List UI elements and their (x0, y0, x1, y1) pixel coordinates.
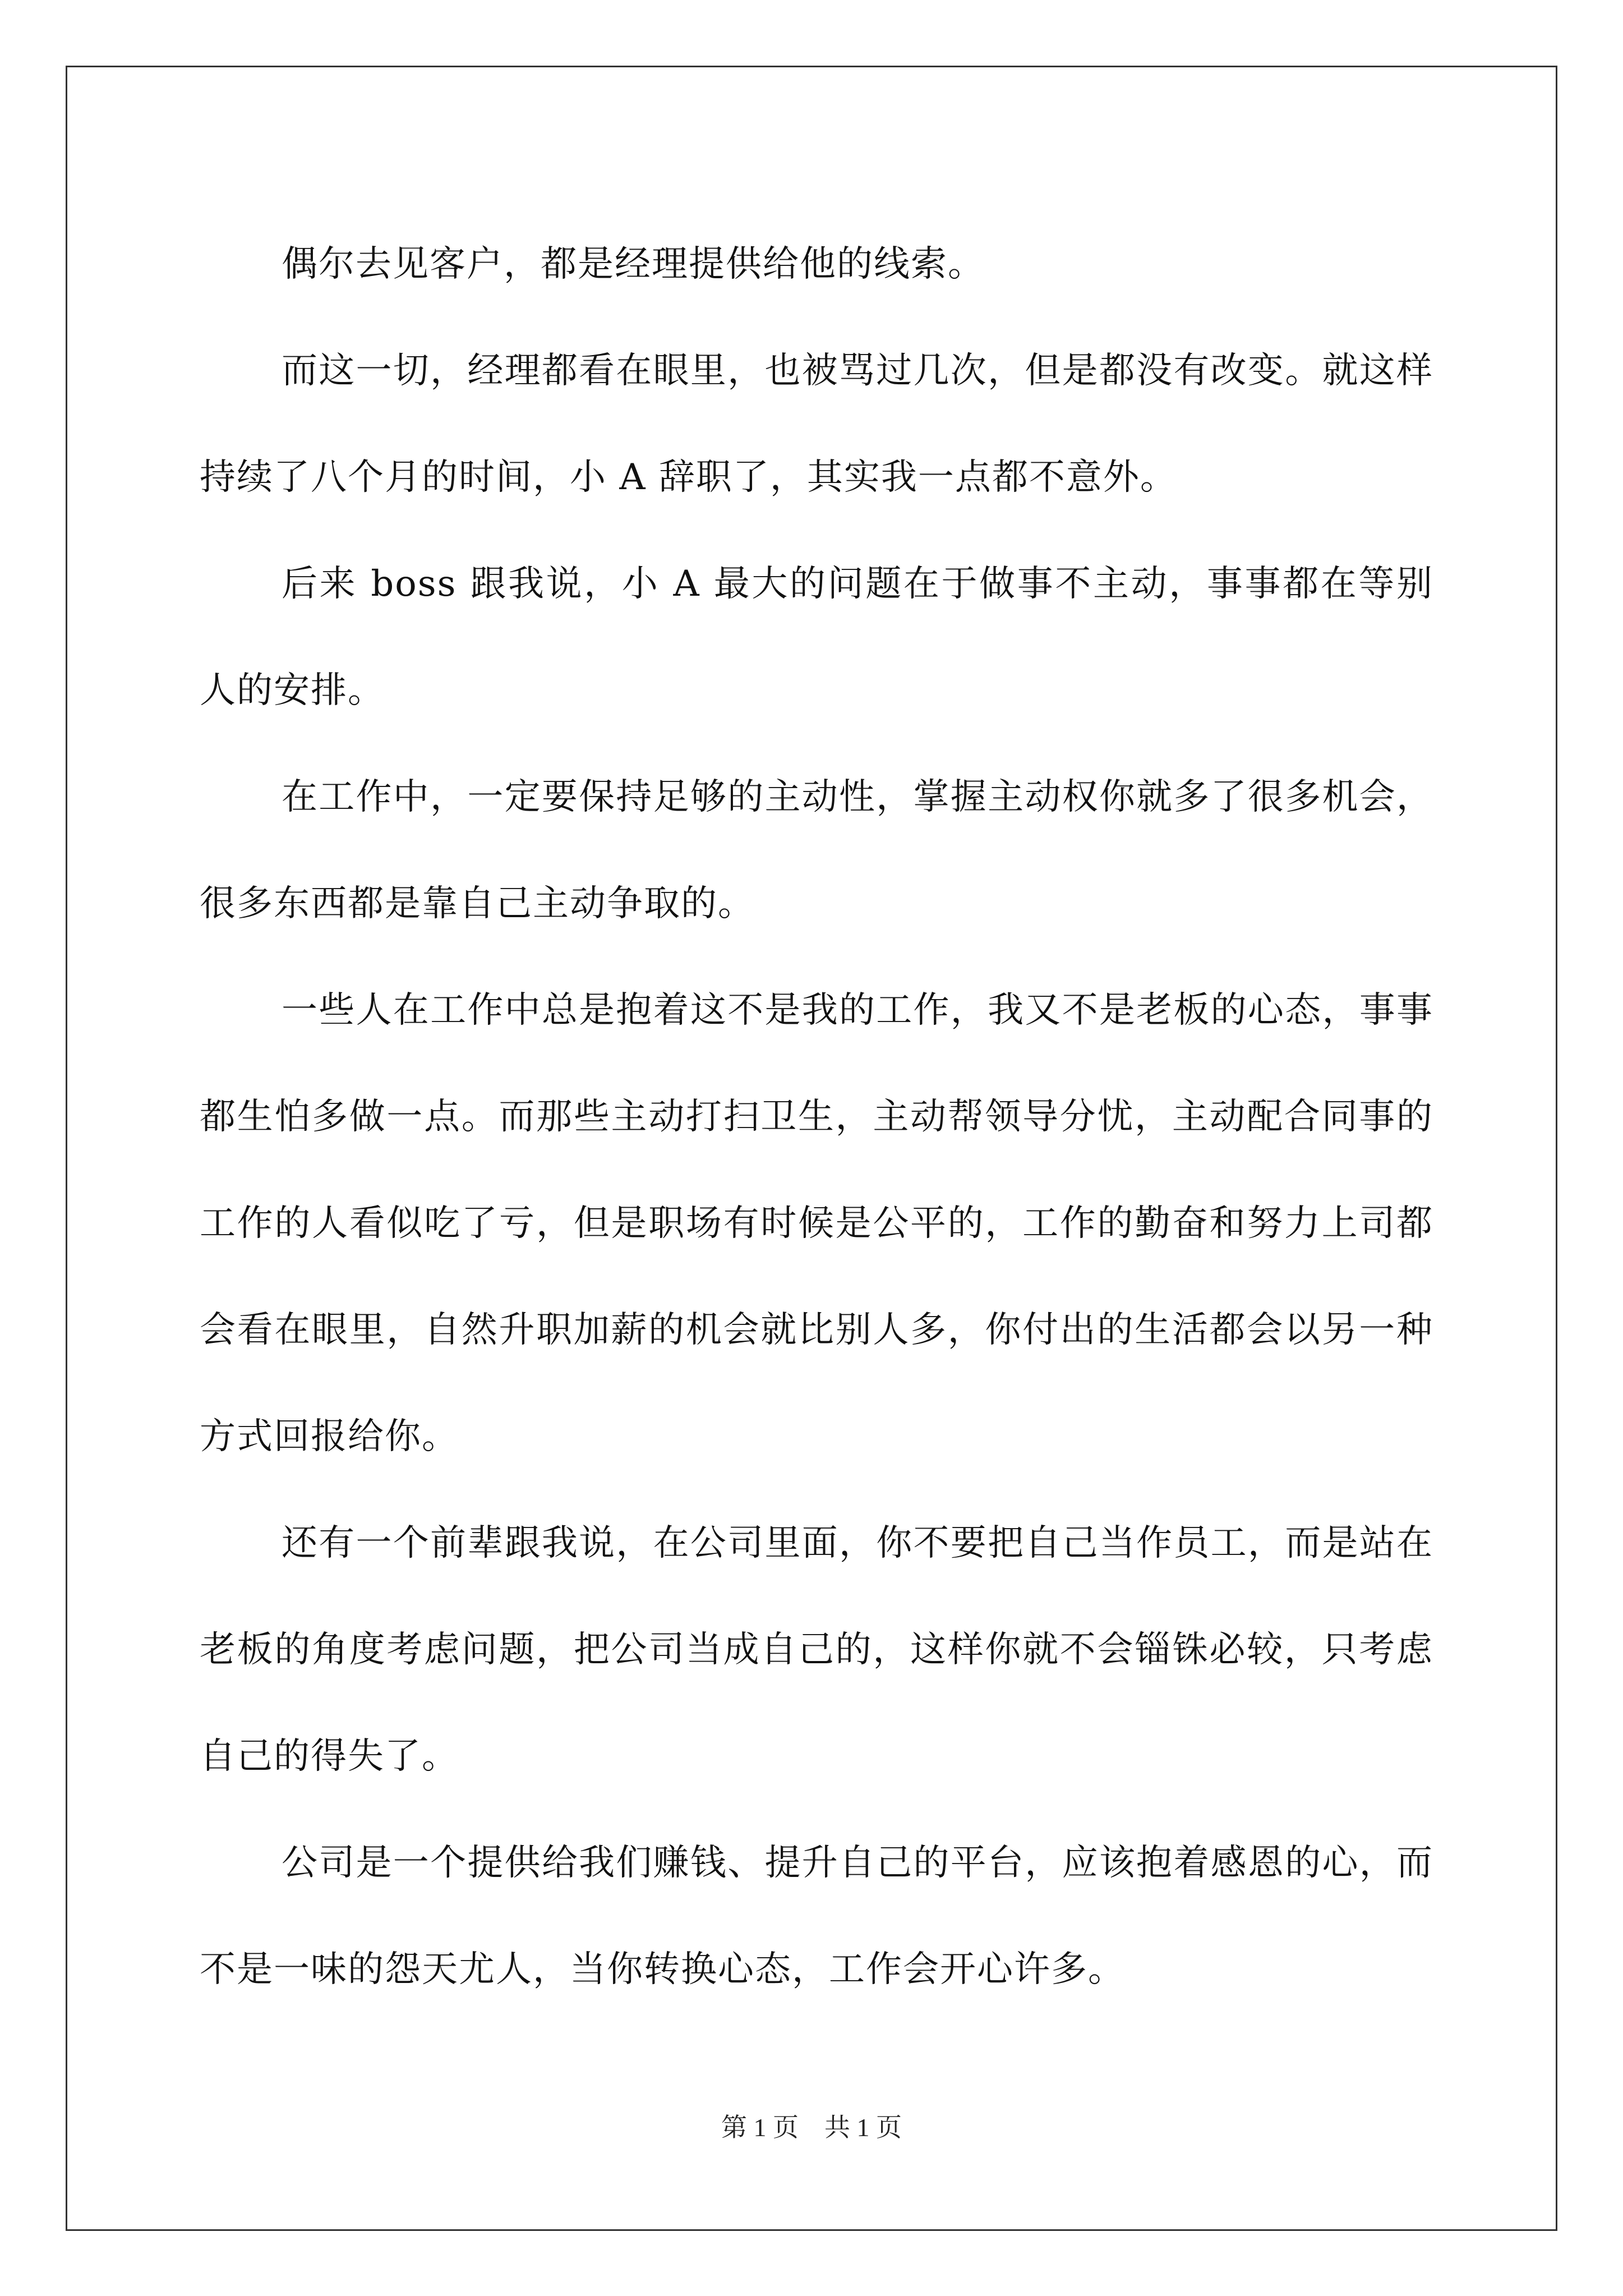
paragraph-3: 后来 boss 跟我说，小 A 最大的问题在于做事不主动，事事都在等别人的安排。 (200, 563, 1433, 711)
document-body (200, 211, 1433, 2023)
paragraph-4: 在工作中，一定要保持足够的主动性，掌握主动权你就多了很多机会，很多东西都是靠自己主动争取的。 (200, 776, 1433, 924)
page-footer: 第 1 页 共 1 页 (721, 2113, 902, 2142)
paragraph-6: 还有一个前辈跟我说，在公司里面，你不要把自己当作员工，而是站在老板的角度考虑问题，把公司当成自己的，这样你就不会锱铢必较，只考虑自己的得失了。 (200, 1522, 1433, 1777)
paragraph-1: 偶尔去见客户，都是经理提供给他的线索。 (282, 243, 985, 285)
paragraph-2: 而这一切，经理都看在眼里，也被骂过几次，但是都没有改变。就这样持续了八个月的时间，小 A 辞职了，其实我一点都不意外。 (200, 350, 1433, 498)
paragraph-5: 一些人在工作中总是抱着这不是我的工作，我又不是老板的心态，事事都生怕多做一点。而那些主动打扫卫生，主动帮领导分忧，主动配合同事的工作的人看似吃了亏，但是职场有时候是公平的，工作的勤奋和努力上司都会看在眼里，自然升职加薪的机会就比别人多，你付出的生活都会以另一种方式回报给你。 (200, 990, 1433, 1457)
paragraph-7: 公司是一个提供给我们赚钱、提升自己的平台，应该抱着感恩的心，而不是一味的怨天尤人，当你转换心态，工作会开心许多。 (200, 1842, 1433, 1990)
